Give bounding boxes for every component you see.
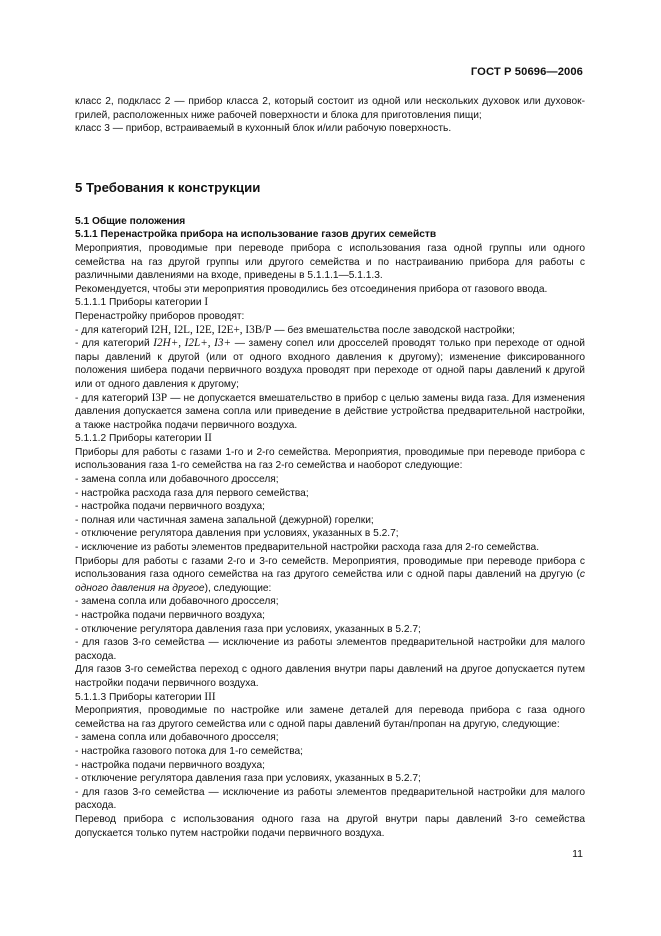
category-label: III	[204, 690, 216, 703]
intro-paragraph: класс 2, подкласс 2 — прибор класса 2, который состоит из одной или нескольких духовок или духовок-грилей, расположенных ниже рабочей поверхности и блока для приготовления пищи;	[75, 96, 585, 121]
list-item: - настройка подачи первичного воздуха;	[75, 610, 265, 621]
list-item: - настройка подачи первичного воздуха;	[75, 501, 265, 513]
paragraph	[75, 555, 585, 596]
list-prefix: - для категорий	[75, 324, 149, 336]
list-item: - отключение регулятора давления при условиях, указанных в 5.2.7;	[75, 528, 399, 540]
list-prefix: - для категорий	[75, 392, 149, 404]
category-codes: I3P	[151, 391, 168, 404]
list-item	[75, 337, 585, 391]
section-5-1-1-1-heading	[75, 296, 585, 310]
section-5-1-heading: 5.1 Общие положения	[75, 215, 186, 227]
page-number: 11	[572, 848, 583, 860]
list-item: - для газов 3-го семейства — исключение из работы элементов предварительной настройки для малого расхода.	[75, 786, 585, 812]
category-label: I	[204, 296, 209, 309]
text-run: Приборы для работы с газами 2-го и 3-го семейств. Мероприятия, проводимые при переводе прибора с использования газа одного семейства на газ другого семейства или с одной пары давлений на другую (	[75, 555, 585, 581]
section-5-1-1-3-heading	[75, 691, 585, 705]
list-text: — не допускается вмешательство в прибор с целью замены вида газа. Для изменения давления допускается замена сопла или приведение в действие устройства предварительной настройки, а также настройка подачи первичного воздуха.	[75, 392, 585, 431]
list-prefix: - для категорий	[75, 338, 150, 350]
list-item: - настройка подачи первичного воздуха;	[75, 759, 265, 771]
paragraph: Мероприятия, проводимые при переводе прибора с использования газа одной группы или одного семейства на газ другой группы или другого семейства и по настраиванию прибора для работы с различными давлениями на входе, приведены в 5.1.1.1—5.1.1.3.	[75, 242, 585, 282]
list-item: - замена сопла или добавочного дросселя;	[75, 596, 279, 608]
text-run: ), следующие:	[204, 582, 272, 594]
clause-number: 5.1.1.1 Приборы категории	[75, 297, 202, 309]
list-item: - исключение из работы элементов предварительной настройки расхода газа для 2-го семейства.	[75, 542, 540, 554]
list-text: — без вмешательства после заводской настройки;	[274, 324, 515, 336]
list-item: - отключение регулятора давления газа при условиях, указанных в 5.2.7;	[75, 623, 421, 635]
category-codes: I2H, I2L, I2E, I2E+, I3B/P	[150, 323, 272, 336]
list-item: - замена сопла или добавочного дросселя;	[75, 474, 279, 486]
page-content	[75, 95, 585, 840]
list-item: - настройка расхода газа для первого семейства;	[75, 487, 309, 499]
list-item: - отключение регулятора давления газа при условиях, указанных в 5.2.7;	[75, 773, 421, 785]
paragraph: Перевод прибора с использования одного газа на другой внутри пары давлений 3-го семейства допускается только путем настройки подачи первичного воздуха.	[75, 813, 585, 839]
italic-text: с одного давления на другое	[75, 569, 585, 594]
list-item: - для газов 3-го семейства — исключение из работы элементов предварительной настройки для малого расхода.	[75, 637, 585, 662]
list-item	[75, 324, 585, 338]
section-5-1-1-2-heading	[75, 432, 585, 446]
paragraph: Рекомендуется, чтобы эти мероприятия проводились без отсоединения прибора от газового ввода.	[75, 283, 548, 295]
list-item	[75, 392, 585, 433]
paragraph: Приборы для работы с газами 1-го и 2-го семейства. Мероприятия, проводимые при переводе прибора с использования газа 1-го семейства на газ 2-го семейства и наоборот следующие:	[75, 446, 585, 472]
paragraph: Мероприятия, проводимые по настройке или замене деталей для перевода прибора с газа одного семейства на газ другого семейства или с одной пары давлений бутан/пропан на другую, следующие:	[75, 705, 585, 730]
section-5-heading: 5 Требования к конструкции	[75, 179, 261, 195]
list-item: - полная или частичная замена запальной (дежурной) горелки;	[75, 514, 374, 526]
paragraph: Для газов 3-го семейства переход с одного давления внутри пары давлений на другое допускается путем настройки подачи первичного воздуха.	[75, 664, 585, 689]
list-item: - настройка газового потока для 1-го семейства;	[75, 745, 303, 757]
standard-header: ГОСТ Р 50696—2006	[470, 66, 583, 78]
clause-number: 5.1.1.3 Приборы категории	[75, 691, 202, 703]
intro-paragraph: класс 3 — прибор, встраиваемый в кухонный блок и/или рабочую поверхность.	[75, 123, 452, 135]
category-label: II	[204, 432, 212, 445]
category-codes: I2H+, I2L+, I3+	[153, 337, 232, 350]
list-text: — замену сопел или дросселей проводят только при переходе от одной пары давлений к другой (или от одного входного давления к другому); изменение фиксированного положения шибера подачи первичного воздуха проводят при переходе от одной пары давлений к другой или от одного давления к другому;	[75, 338, 585, 390]
section-5-1-1-heading: 5.1.1 Перенастройка прибора на использование газов других семейств	[75, 229, 437, 241]
clause-number: 5.1.1.2 Приборы категории	[75, 433, 202, 445]
paragraph: Перенастройку приборов проводят:	[75, 310, 245, 322]
list-item: - замена сопла или добавочного дросселя;	[75, 732, 279, 744]
